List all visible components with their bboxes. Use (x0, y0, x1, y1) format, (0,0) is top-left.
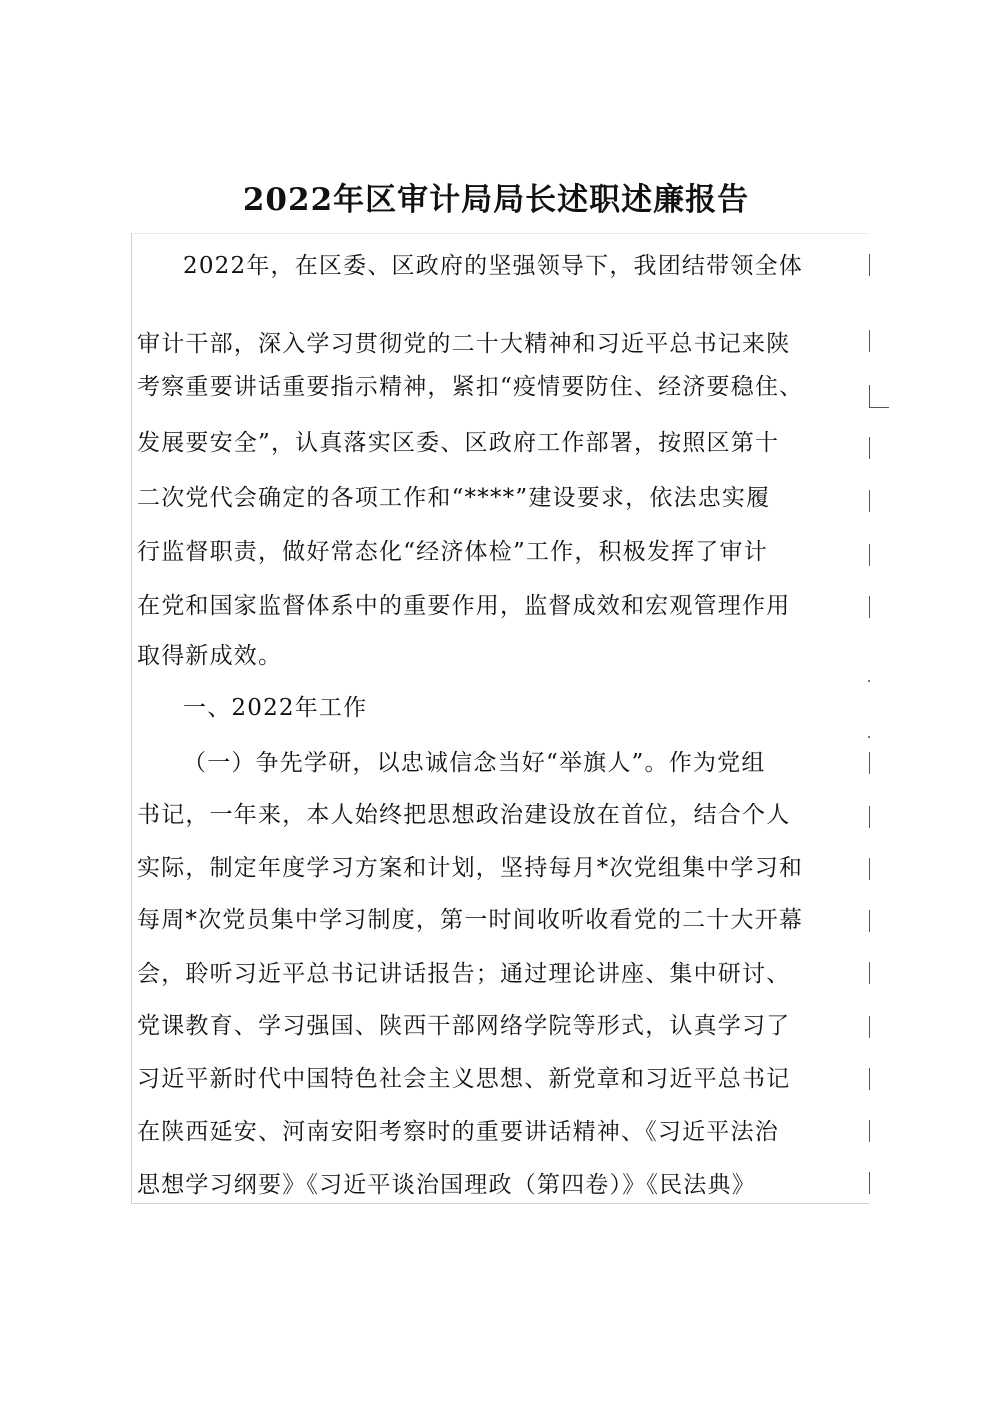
text-boundary-mark (869, 962, 870, 984)
text-boundary-mark (869, 1172, 870, 1194)
paragraph-line: 习近平新时代中国特色社会主义思想、新党章和习近平总书记 (137, 1066, 791, 1092)
paragraph-line: 在党和国家监督体系中的重要作用，监督成效和宏观管理作用 (137, 593, 791, 619)
paragraph-line: 书记，一年来，本人始终把思想政治建设放在首位，结合个人 (137, 802, 791, 828)
section-heading: 一、2022年工作 (183, 695, 368, 721)
paragraph-line: 发展要安全”，认真落实区委、区政府工作部署，按照区第十 (137, 430, 780, 456)
text-boundary-mark (869, 596, 870, 618)
paragraph-line: 思想学习纲要》《习近平谈治国理政（第四卷）》《民法典》 (137, 1172, 756, 1198)
text-boundary-mark (869, 330, 870, 352)
paragraph-line: 会，聆听习近平总书记讲话报告；通过理论讲座、集中研讨、 (137, 961, 791, 987)
paragraph-line: 行监督职责，做好常态化“经济体检”工作，积极发挥了审计 (137, 539, 768, 565)
text-boundary-mark (869, 858, 870, 880)
text-boundary-mark (869, 1068, 870, 1090)
text-boundary-mark (869, 1120, 870, 1142)
text-boundary-dot (868, 736, 870, 738)
paragraph-line: 取得新成效。 (137, 643, 283, 669)
text-boundary-mark (869, 806, 870, 828)
text-boundary-mark (869, 254, 870, 276)
paragraph-line: 实际，制定年度学习方案和计划，坚持每月*次党组集中学习和 (137, 855, 804, 881)
paragraph-line: 每周*次党员集中学习制度，第一时间收听收看党的二十大开幕 (137, 907, 804, 933)
document-title: 2022年区审计局局长述职述廉报告 (242, 182, 750, 218)
text-boundary-mark (869, 437, 870, 459)
text-boundary-mark (869, 1016, 870, 1038)
paragraph-line: 2022年，在区委、区政府的坚强领导下，我团结带领全体 (183, 253, 803, 279)
text-boundary-dot (868, 680, 870, 682)
text-boundary-mark (869, 544, 870, 566)
text-boundary-mark (869, 752, 870, 774)
paragraph-line: 二次党代会确定的各项工作和“****”建设要求，依法忠实履 (137, 485, 771, 511)
paragraph-line: （一）争先学研，以忠诚信念当好“举旗人”。作为党组 (183, 750, 766, 776)
text-boundary-mark (869, 910, 870, 932)
text-boundary-mark (869, 385, 870, 407)
text-boundary-hook (869, 407, 889, 408)
paragraph-line: 考察重要讲话重要指示精神，紧扣“疫情要防住、经济要稳住、 (137, 374, 804, 400)
paragraph-line: 在陕西延安、河南安阳考察时的重要讲话精神、《习近平法治 (137, 1119, 779, 1145)
text-boundary-mark (869, 490, 870, 512)
paragraph-line: 审计干部，深入学习贯彻党的二十大精神和习近平总书记来陕 (137, 331, 791, 357)
paragraph-line: 党课教育、学习强国、陕西干部网络学院等形式，认真学习了 (137, 1013, 791, 1039)
